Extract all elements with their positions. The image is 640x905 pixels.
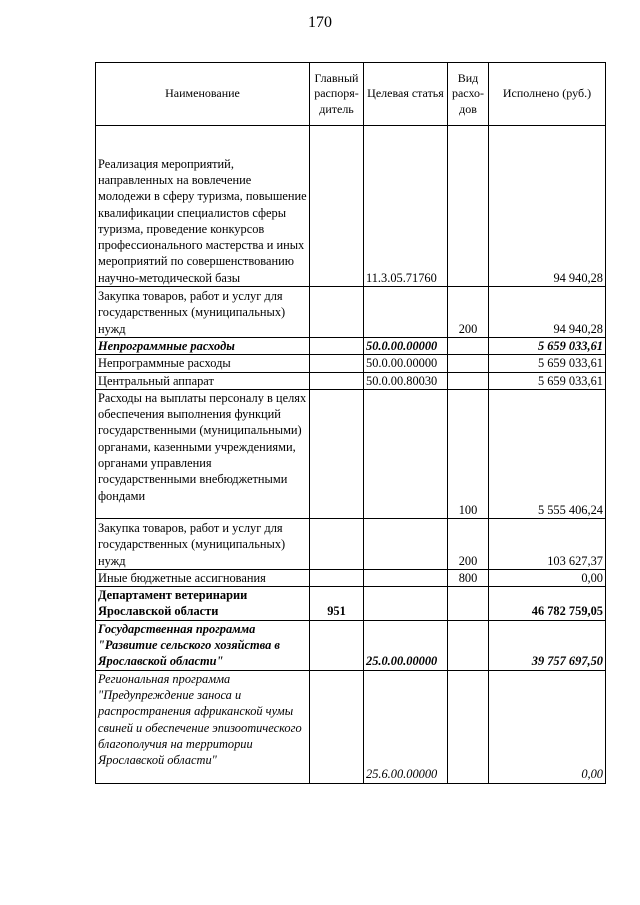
row-type xyxy=(448,587,489,621)
header-executed: Исполнено (руб.) xyxy=(489,63,606,126)
row-name: Непрограммные расходы xyxy=(96,355,310,372)
row-admin xyxy=(310,670,364,783)
row-target: 50.0.00.00000 xyxy=(364,355,448,372)
row-executed: 94 940,28 xyxy=(489,287,606,338)
row-admin xyxy=(310,620,364,670)
row-admin xyxy=(310,338,364,355)
row-name: Иные бюджетные ассигнования xyxy=(96,569,310,586)
row-executed: 103 627,37 xyxy=(489,518,606,569)
row-type xyxy=(448,355,489,372)
table-header-row xyxy=(96,63,606,126)
row-executed: 39 757 697,50 xyxy=(489,620,606,670)
row-name: Государственная программа "Развитие сельского хозяйства в Ярославской области" xyxy=(96,620,310,670)
table-row xyxy=(96,569,606,586)
budget-table xyxy=(95,62,606,784)
row-admin: 951 xyxy=(310,587,364,621)
table-row xyxy=(96,372,606,389)
row-target: 25.6.00.00000 xyxy=(364,670,448,783)
row-executed: 94 940,28 xyxy=(489,126,606,287)
row-admin xyxy=(310,569,364,586)
table-row xyxy=(96,389,606,518)
table-row xyxy=(96,670,606,783)
header-type: Вид расхо-дов xyxy=(448,63,489,126)
row-admin xyxy=(310,389,364,518)
table-row xyxy=(96,587,606,621)
row-type xyxy=(448,670,489,783)
row-admin xyxy=(310,287,364,338)
table-row xyxy=(96,287,606,338)
row-admin xyxy=(310,126,364,287)
row-target: 25.0.00.00000 xyxy=(364,620,448,670)
row-admin xyxy=(310,372,364,389)
header-name: Наименование xyxy=(96,63,310,126)
row-name: Расходы на выплаты персоналу в целях обеспечения выполнения функций государственными (муниципальными) органами, казенными учреждениями, органами управления государственными внебюджетными фондами xyxy=(96,389,310,518)
row-target: 50.0.00.00000 xyxy=(364,338,448,355)
row-type xyxy=(448,372,489,389)
header-target: Целевая статья xyxy=(364,63,448,126)
row-target xyxy=(364,287,448,338)
row-name: Реализация мероприятий, направленных на вовлечение молодежи в сферу туризма, повышение квалификации специалистов сферы туризма, проведение конкурсов профессионального мастерства и иных мероприятий по совершенствованию научно-методической базы xyxy=(96,126,310,287)
row-executed: 46 782 759,05 xyxy=(489,587,606,621)
row-name: Закупка товаров, работ и услуг для государственных (муниципальных) нужд xyxy=(96,518,310,569)
row-type: 800 xyxy=(448,569,489,586)
row-name: Закупка товаров, работ и услуг для государственных (муниципальных) нужд xyxy=(96,287,310,338)
row-executed: 0,00 xyxy=(489,670,606,783)
table-row xyxy=(96,338,606,355)
row-executed: 5 659 033,61 xyxy=(489,338,606,355)
row-target: 11.3.05.71760 xyxy=(364,126,448,287)
row-admin xyxy=(310,355,364,372)
row-executed: 5 659 033,61 xyxy=(489,355,606,372)
row-type: 100 xyxy=(448,389,489,518)
header-admin: Главный распоря-дитель xyxy=(310,63,364,126)
table-row xyxy=(96,620,606,670)
row-target xyxy=(364,518,448,569)
row-type xyxy=(448,126,489,287)
row-executed: 0,00 xyxy=(489,569,606,586)
row-type xyxy=(448,620,489,670)
row-name: Центральный аппарат xyxy=(96,372,310,389)
row-target xyxy=(364,587,448,621)
row-type: 200 xyxy=(448,518,489,569)
row-executed: 5 555 406,24 xyxy=(489,389,606,518)
row-admin xyxy=(310,518,364,569)
row-target xyxy=(364,389,448,518)
table-row xyxy=(96,518,606,569)
row-name: Департамент ветеринарии Ярославской области xyxy=(96,587,310,621)
row-type xyxy=(448,338,489,355)
table-row xyxy=(96,355,606,372)
table-row xyxy=(96,126,606,287)
row-type: 200 xyxy=(448,287,489,338)
row-executed: 5 659 033,61 xyxy=(489,372,606,389)
row-target xyxy=(364,569,448,586)
row-target: 50.0.00.80030 xyxy=(364,372,448,389)
row-name: Региональная программа "Предупреждение заноса и распространения африканской чумы свиней и обеспечение эпизоотического благополучия на территории Ярославской области" xyxy=(96,670,310,783)
row-name: Непрограммные расходы xyxy=(96,338,310,355)
page-number: 170 xyxy=(308,14,332,31)
